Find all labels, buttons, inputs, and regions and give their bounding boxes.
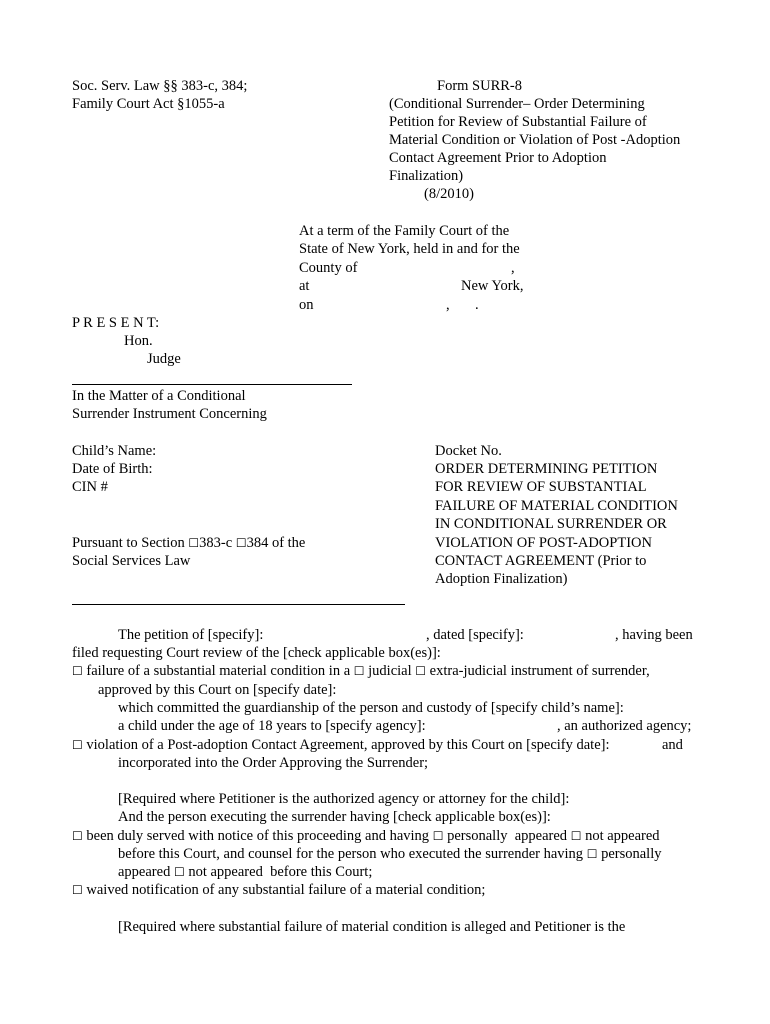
required-note: [Required where Petitioner is the authorized agency or attorney for the child]: — [118, 791, 570, 807]
at-label: at — [299, 278, 310, 294]
form-id: Form SURR-8 — [437, 78, 523, 94]
honorable-label: Hon. — [124, 333, 153, 349]
form-desc-line: Petition for Review of Substantial Failure of — [389, 114, 647, 130]
order-title-line: FOR REVIEW OF SUBSTANTIAL — [435, 479, 647, 495]
checkbox-waived[interactable]: ☐ — [72, 883, 83, 897]
order-title-line: IN CONDITIONAL SURRENDER OR — [435, 516, 667, 532]
counsel-line: before this Court, and counsel for the person who executed the surrender having ☐ personally — [118, 846, 662, 862]
authorized-agency-text: , an authorized agency; — [557, 718, 692, 734]
matter-line: Surrender Instrument Concerning — [72, 406, 267, 422]
body-line: approved by this Court on [specify date]: — [98, 682, 337, 698]
date-punctuation: , . — [446, 297, 479, 313]
checkbox-counsel-not-appeared[interactable]: ☐ — [173, 865, 185, 879]
order-title-line: Adoption Finalization) — [435, 571, 568, 587]
option-waived-line: ☐ waived notification of any substantial failure of a material condition; — [72, 882, 486, 898]
order-title-line: VIOLATION OF POST-ADOPTION — [435, 535, 652, 551]
caption-rule-top — [72, 384, 352, 385]
and-text: and — [662, 737, 683, 753]
checkbox-judicial[interactable]: ☐ — [353, 664, 365, 678]
order-title-line: FAILURE OF MATERIAL CONDITION — [435, 498, 678, 514]
checkbox-failure[interactable]: ☐ — [72, 664, 83, 678]
pursuant-line-2: Social Services Law — [72, 553, 191, 569]
matter-line: In the Matter of a Conditional — [72, 388, 246, 404]
order-title-line: ORDER DETERMINING PETITION — [435, 461, 658, 477]
checkbox-not-appeared[interactable]: ☐ — [570, 829, 582, 843]
form-desc-line: Contact Agreement Prior to Adoption — [389, 150, 607, 166]
court-term-line: At a term of the Family Court of the — [299, 223, 510, 239]
counsel-appeared-line: appeared ☐ not appeared before this Court; — [118, 864, 373, 880]
checkbox-personally-appeared[interactable]: ☐ — [432, 829, 444, 843]
judge-label: Judge — [147, 351, 181, 367]
state-name: New York, — [461, 278, 524, 294]
option-383c-label: 383-c — [199, 535, 233, 551]
petition-of-label: The petition of [specify]: — [118, 627, 264, 643]
body-line: And the person executing the surrender having [check applicable box(es)]: — [118, 809, 551, 825]
checkbox-384[interactable]: ☐ — [235, 536, 247, 550]
body-line: a child under the age of 18 years to [specify agency]: — [118, 718, 426, 734]
pursuant-line — [72, 534, 305, 552]
required-note-2: [Required where substantial failure of material condition is alleged and Petitioner is the — [118, 919, 626, 935]
checkbox-violation[interactable]: ☐ — [72, 738, 83, 752]
docket-label: Docket No. — [435, 443, 502, 459]
checkbox-served[interactable]: ☐ — [72, 829, 83, 843]
checkbox-383c[interactable]: ☐ — [188, 536, 200, 550]
on-label: on — [299, 297, 314, 313]
body-line: incorporated into the Order Approving the Surrender; — [118, 755, 429, 771]
body-line: filed requesting Court review of the [check applicable box(es)]: — [72, 645, 441, 661]
child-name-label: Child’s Name: — [72, 443, 157, 459]
cin-label: CIN # — [72, 479, 108, 495]
order-title-line: CONTACT AGREEMENT (Prior to — [435, 553, 647, 569]
dated-label: , dated [specify]: — [426, 627, 524, 643]
option-failure-line: ☐ failure of a substantial material condition in a ☐ judicial ☐ extra-judicial instrument of surrender, — [72, 663, 650, 679]
option-served-line: ☐ been duly served with notice of this proceeding and having ☐ personally appeared ☐ not appeared — [72, 828, 660, 844]
county-label: County of — [299, 260, 358, 276]
form-desc-line: Finalization) — [389, 168, 464, 184]
county-comma: , — [511, 260, 515, 276]
statute-citation-2: Family Court Act §1055-a — [72, 96, 225, 112]
pursuant-text: Pursuant to Section — [72, 535, 185, 551]
form-desc-line: Material Condition or Violation of Post -Adoption — [389, 132, 681, 148]
body-line: which committed the guardianship of the person and custody of [specify child’s name]: — [118, 700, 624, 716]
having-been-text: , having been — [615, 627, 693, 643]
checkbox-counsel-personally[interactable]: ☐ — [586, 847, 598, 861]
statute-citation-1: Soc. Serv. Law §§ 383-c, 384; — [72, 78, 248, 94]
caption-rule-bottom — [72, 604, 405, 605]
option-violation-line: ☐ violation of a Post-adoption Contact Agreement, approved by this Court on [specify date]: — [72, 737, 610, 753]
option-384-label: 384 of the — [246, 535, 306, 551]
court-term-line: State of New York, held in and for the — [299, 241, 520, 257]
present-label: P R E S E N T: — [72, 315, 160, 331]
date-of-birth-label: Date of Birth: — [72, 461, 153, 477]
checkbox-extra-judicial[interactable]: ☐ — [415, 664, 427, 678]
form-revision-date: (8/2010) — [424, 186, 474, 202]
form-desc-line: (Conditional Surrender– Order Determining — [389, 96, 645, 112]
